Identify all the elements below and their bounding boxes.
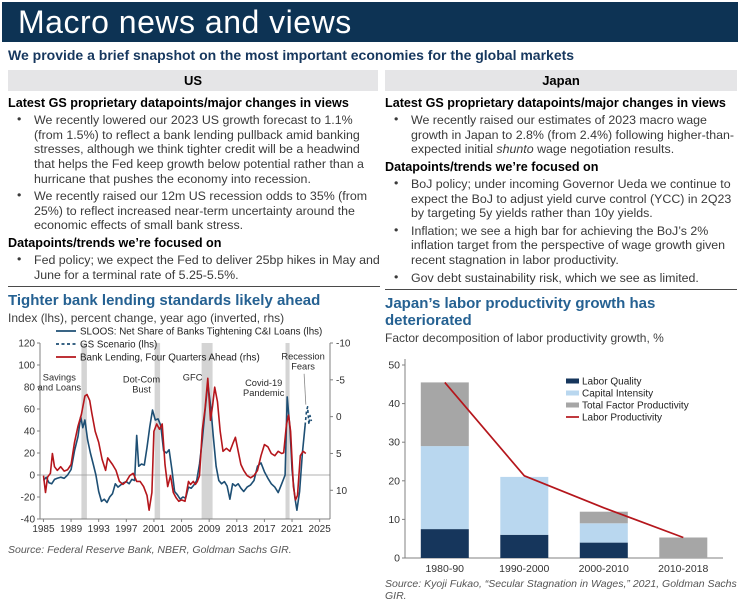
bullet-list: [8, 113, 380, 233]
legend-label: SLOOS: Net Share of Banks Tightening C&I Loans (lhs): [80, 326, 323, 338]
us-chart-svg: [8, 327, 378, 543]
bullet-text: [411, 113, 734, 156]
x-tick-label: 2009: [198, 524, 221, 536]
bar-segment: [580, 543, 628, 558]
left-tick-label: -20: [20, 492, 35, 504]
bar-segment: [659, 538, 707, 559]
japan-chart-svg: [385, 347, 737, 577]
x-tick-label: 1997: [115, 524, 138, 536]
annotation-line: Savings: [42, 372, 76, 383]
annotation-line: Pandemic: [243, 388, 285, 399]
divider: [385, 289, 737, 290]
bullet-list: [385, 177, 737, 285]
left-tick-label: 120: [18, 338, 35, 350]
annotation-line: Dot-Com: [122, 374, 161, 385]
bullet-text: Inflation; we see a high bar for achieving the BoJ’s 2% inflation target from the perspective of wage growth given recent stagnation in labor productivity.: [411, 223, 726, 267]
bullet-item: [8, 113, 380, 186]
x-tick-label: 2001: [142, 524, 166, 536]
x-tick-label: 2013: [225, 524, 248, 536]
bar-segment: [421, 529, 469, 558]
x-tick-label: 1990-2000: [499, 563, 550, 576]
bullet-item: [385, 271, 737, 286]
chart-subtitle: Index (lhs), percent change, year ago (inverted, rhs): [8, 311, 285, 326]
legend-label: GS Scenario (lhs): [80, 339, 158, 351]
annotation: [243, 378, 285, 398]
x-tick-label: 2000-2010: [578, 563, 629, 576]
annotation: [38, 373, 82, 393]
bullet-list: [385, 113, 737, 157]
left-tick-label: 20: [23, 448, 35, 460]
italic-text: shunto: [496, 142, 534, 157]
bullet-marker: •: [394, 175, 399, 190]
annotation-line: Fears: [291, 361, 315, 372]
x-tick-label: 2005: [170, 524, 193, 536]
legend-swatch: [566, 379, 579, 384]
bullet-item: [8, 253, 380, 282]
bullet-marker: •: [17, 252, 22, 266]
annotation-line: Bust: [132, 384, 151, 395]
bullet-list: [8, 253, 380, 282]
chart-source: Source: Federal Reserve Bank, NBER, Goldman Sachs GIR.: [8, 544, 292, 557]
bullet-text: We recently raised our 12m US recession odds to 35% (from 25%) to reflect increased near-term uncertainty around the economic effects of small bank stress.: [34, 189, 368, 233]
y-tick-label: 10: [388, 514, 400, 527]
bullet-marker: •: [17, 188, 22, 203]
chart-title: Japan’s labor productivity growth has deteriorated: [385, 295, 656, 330]
annotation: [183, 373, 203, 383]
bullet-marker: •: [394, 112, 399, 126]
x-tick-label: 2025: [308, 524, 331, 536]
bar-segment: [421, 446, 469, 529]
section-heading: Datapoints/trends we’re focused on: [8, 236, 222, 250]
bar-segment: [421, 383, 469, 447]
page-title: Macro news and views: [2, 2, 738, 42]
x-tick-label: 2021: [280, 524, 304, 536]
left-tick-label: 100: [18, 360, 35, 372]
left-tick-label: 80: [23, 382, 35, 394]
legend-swatch: [566, 391, 579, 396]
bullet-item: [385, 113, 737, 157]
recession-band: [155, 343, 161, 519]
japan-column: [385, 95, 737, 602]
annotation-pointer: [304, 374, 306, 405]
page-subtitle: We provide a brief snapshot on the most important economies for the global markets: [8, 47, 575, 63]
right-tick-label: 10: [336, 486, 348, 498]
y-tick-label: 40: [388, 398, 400, 411]
section-heading: Latest GS proprietary datapoints/major changes in views: [8, 96, 349, 110]
right-tick-label: -10: [336, 338, 351, 350]
x-tick-label: 2017: [253, 524, 276, 536]
text: wage negotiation results.: [533, 142, 675, 157]
chart-source: Source: Kyoji Fukao, “Secular Stagnation in Wages,” 2021, Goldman Sachs GIR.: [385, 578, 737, 602]
legend-label: Labor Productivity: [582, 412, 663, 424]
annotation-line: GFC: [182, 372, 203, 383]
x-tick-label: 2010-2018: [658, 563, 709, 576]
section-heading: Datapoints/trends we’re focused on: [385, 159, 599, 174]
annotation-line: and Loans: [37, 382, 82, 393]
legend-swatch: [566, 403, 579, 408]
annotation-line: Covid-19: [245, 378, 283, 389]
left-tick-label: 40: [23, 426, 35, 438]
x-tick-label: 1980-90: [425, 563, 465, 576]
column-header-japan: Japan: [385, 70, 737, 91]
series-gs-scenario: [305, 407, 311, 426]
legend-label: Labor Quality: [582, 376, 642, 388]
right-tick-label: 5: [336, 449, 342, 461]
y-tick-label: 20: [388, 475, 400, 488]
bar-segment: [500, 535, 548, 558]
left-tick-label: -40: [20, 514, 35, 526]
bullet-marker: •: [394, 269, 399, 284]
right-tick-label: -5: [336, 375, 345, 387]
x-tick-label: 1985: [32, 524, 55, 536]
bullet-item: [8, 189, 380, 233]
divider: [8, 286, 380, 287]
x-tick-label: 1989: [59, 524, 83, 536]
bullet-text: We recently lowered our 2023 US growth forecast to 1.1% (from 1.5%) to reflect a bank lending pullback amid banking stresses, although we think tighter credit will be a headwind that helps the Fed keep growth below potential rather than a hurricane that pushes the economy into recession.: [34, 113, 364, 186]
bullet-text: Gov debt sustainability risk, which we see as limited.: [411, 270, 699, 285]
section-heading: Latest GS proprietary datapoints/major changes in views: [385, 96, 726, 110]
bullet-marker: •: [394, 222, 399, 237]
bar-segment: [500, 477, 548, 535]
legend-label: Bank Lending, Four Quarters Ahead (rhs): [80, 352, 260, 364]
right-tick-label: 0: [336, 412, 342, 424]
column-header-us: US: [8, 70, 378, 91]
left-tick-label: 60: [23, 404, 35, 416]
bullet-marker: •: [17, 112, 22, 126]
bullet-text: BoJ policy; under incoming Governor Ueda we continue to expect the BoJ to adjust yield curve control (YCC) in 2Q23 by targeting 5y yields rather than 10y yields.: [411, 176, 732, 221]
y-tick-label: 50: [388, 359, 400, 372]
left-tick-label: 0: [29, 470, 35, 482]
legend-label: Capital Intensity: [582, 388, 654, 400]
x-tick-label: 1993: [87, 524, 110, 536]
annotation-line: Recession: [281, 351, 325, 362]
text: We recently raised our estimates of 2023 macro wage growth in Japan to 2.8% (from 2.4%) following higher-than-expected initial: [411, 113, 735, 157]
y-tick-label: 30: [388, 436, 400, 449]
y-tick-label: 0: [394, 552, 400, 565]
bar-segment: [580, 524, 628, 543]
bullet-text: Fed policy; we expect the Fed to deliver 25bp hikes in May and June for a terminal rate of 5.25-5.5%.: [34, 253, 380, 282]
legend-label: Total Factor Productivity: [582, 400, 689, 412]
bullet-item: [385, 177, 737, 221]
chart-subtitle: Factor decomposition of labor productivity growth, %: [385, 331, 664, 346]
us-column: [8, 95, 380, 556]
chart-title: Tighter bank lending standards likely ahead: [8, 292, 321, 310]
bullet-item: [385, 224, 737, 268]
